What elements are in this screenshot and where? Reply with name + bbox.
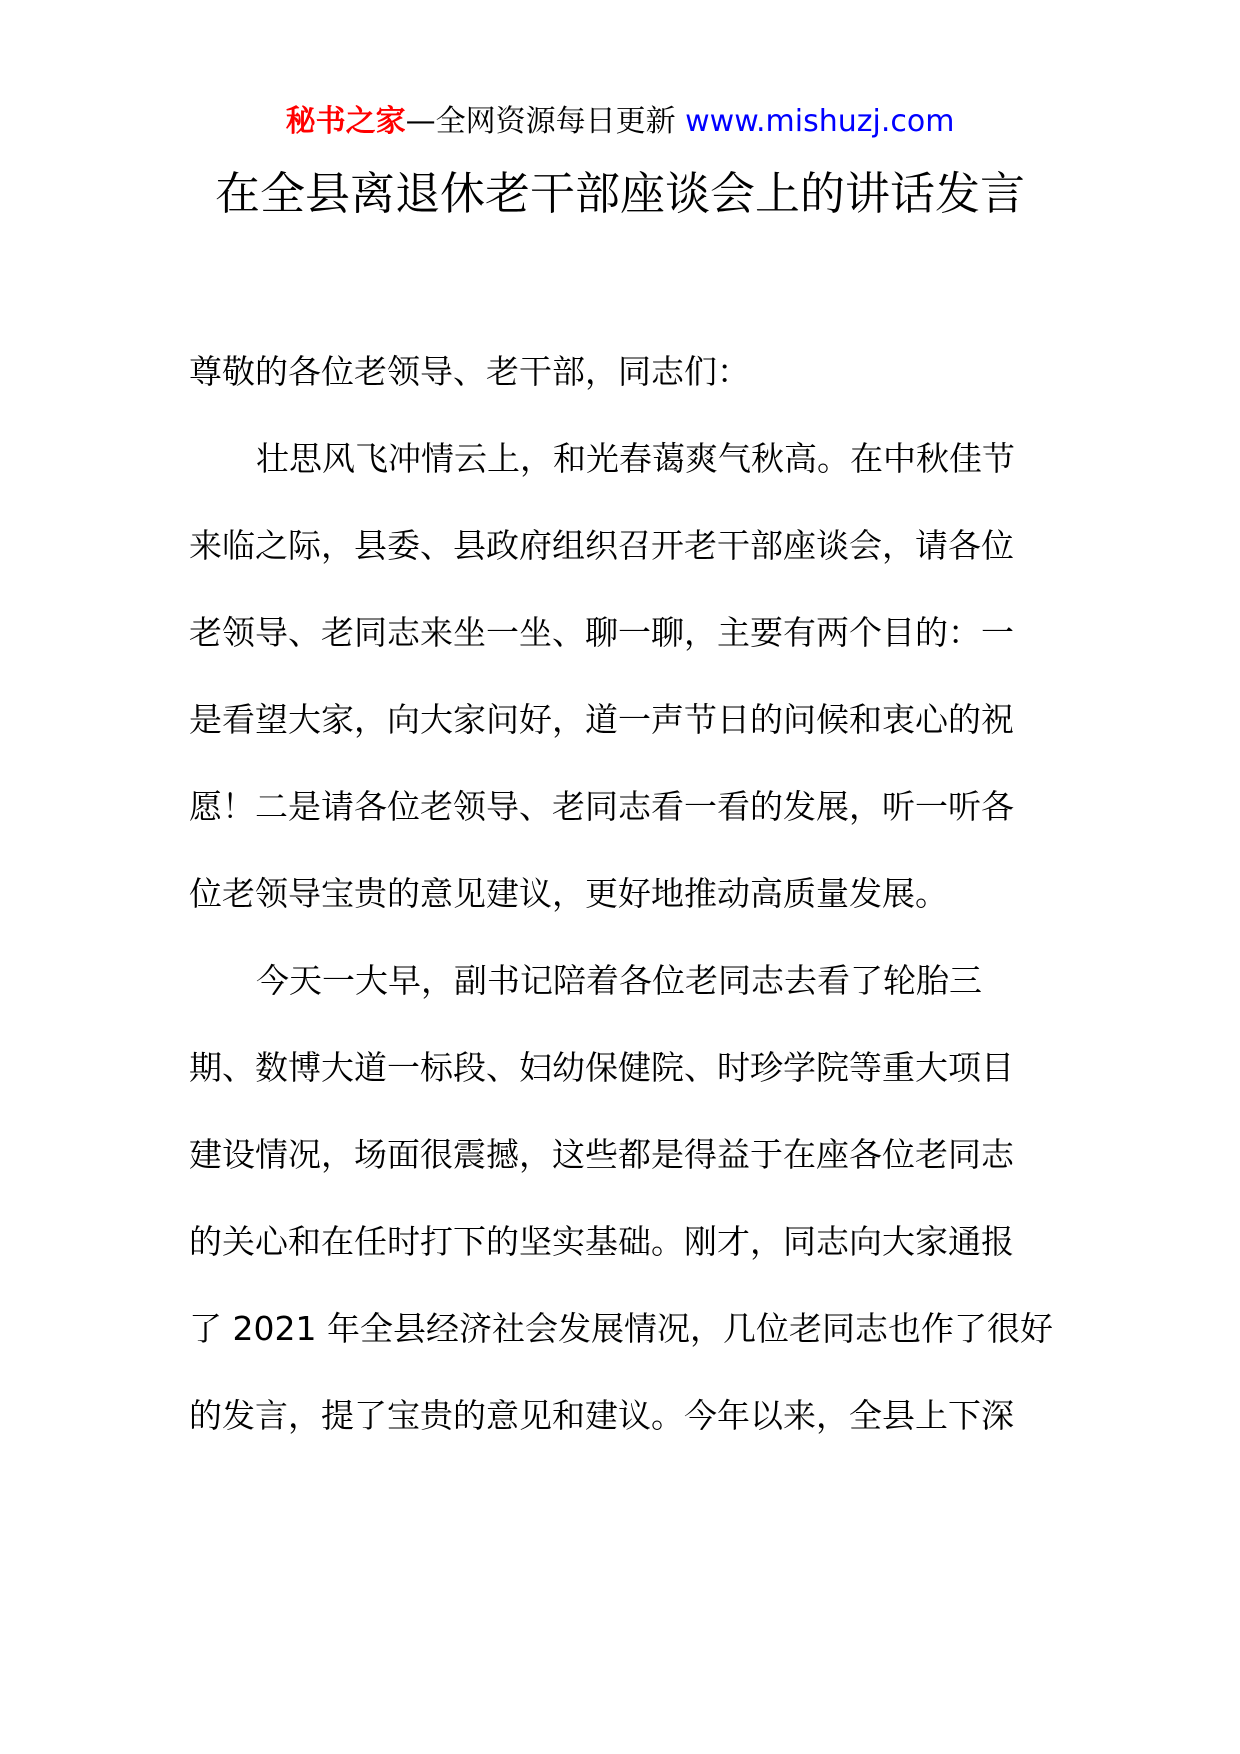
paragraph-line: 今天一大早，副书记陪着各位老同志去看了轮胎三 — [256, 961, 982, 1000]
paragraph-line: 愿！二是请各位老领导、老同志看一看的发展，听一听各 — [189, 787, 1014, 826]
paragraph-line: 壮思风飞冲情云上，和光春蔼爽气秋高。在中秋佳节 — [256, 439, 1015, 478]
paragraph-line: 期、数博大道一标段、妇幼保健院、时珍学院等重大项目 — [189, 1048, 1014, 1087]
paragraph-line: 建设情况，场面很震撼，这些都是得益于在座各位老同志 — [189, 1135, 1014, 1174]
paragraph-line: 的发言，提了宝贵的意见和建议。今年以来，全县上下深 — [189, 1396, 1014, 1435]
paragraph-line: 了 2021 年全县经济社会发展情况，几位老同志也作了很好 — [189, 1309, 1053, 1348]
site-tagline: —全网资源每日更新 — [405, 104, 676, 139]
document-title: 在全县离退休老干部座谈会上的讲话发言 — [214, 167, 1025, 220]
site-header — [0, 100, 1240, 144]
paragraph-line: 老领导、老同志来坐一坐、聊一聊，主要有两个目的：一 — [189, 613, 1014, 652]
paragraph-line: 的关心和在任时打下的坚实基础。刚才，同志向大家通报 — [189, 1222, 1014, 1261]
paragraph-line: 来临之际，县委、县政府组织召开老干部座谈会，请各位 — [189, 526, 1014, 565]
site-url-link[interactable]: www.mishuzj.com — [685, 104, 955, 139]
paragraph-line: 位老领导宝贵的意见建议，更好地推动高质量发展。 — [189, 874, 948, 913]
salutation-line: 尊敬的各位老领导、老干部，同志们： — [189, 352, 750, 391]
paragraph-line: 是看望大家，向大家问好，道一声节日的问候和衷心的祝 — [189, 700, 1014, 739]
site-brand: 秘书之家 — [285, 104, 406, 139]
